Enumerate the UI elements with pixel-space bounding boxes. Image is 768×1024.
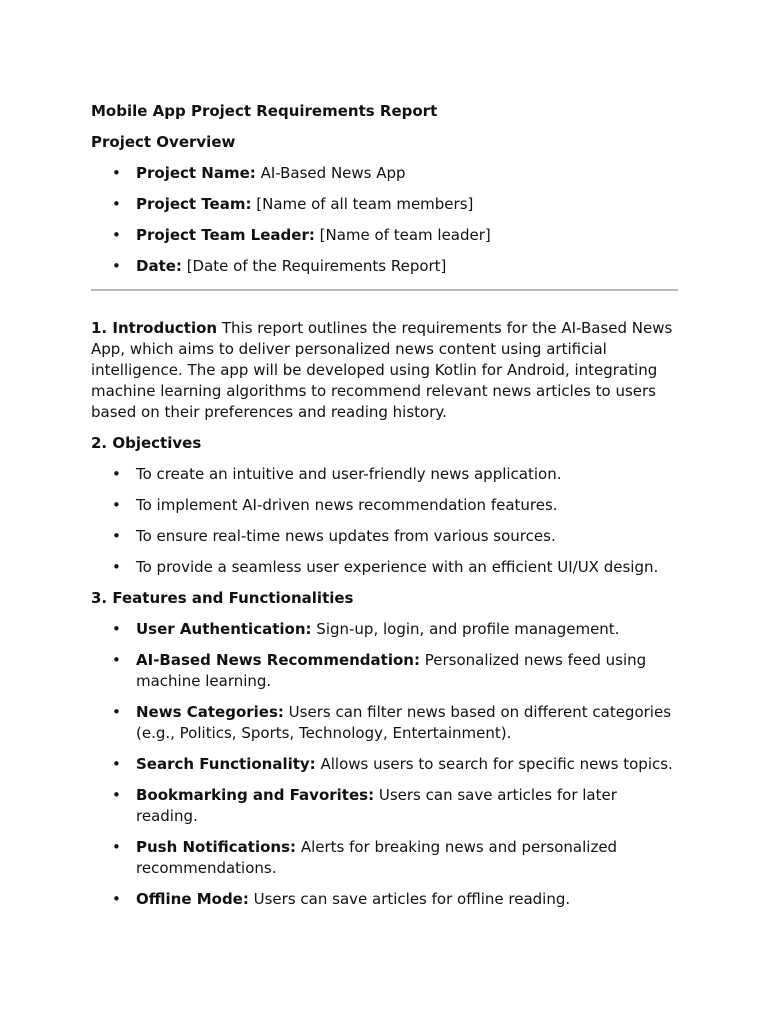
feature-item-ai-recommendation <box>91 650 678 692</box>
feature-item-news-categories <box>91 702 678 744</box>
overview-item-value: [Date of the Requirements Report] <box>186 257 447 275</box>
feature-item-bookmarking <box>91 785 678 827</box>
feature-item-offline-mode <box>91 889 678 910</box>
objective-item: • To create an intuitive and user-friendly news application. <box>91 464 678 485</box>
objective-item: • To provide a seamless user experience with an efficient UI/UX design. <box>91 557 678 578</box>
overview-item-label: Project Name: <box>136 164 256 182</box>
features-heading: 3. Features and Functionalities <box>91 589 354 607</box>
overview-item-label: Project Team Leader: <box>136 226 315 244</box>
overview-item-value: AI-Based News App <box>260 164 406 182</box>
overview-item-value: [Name of team leader] <box>319 226 491 244</box>
feature-item-value: Personalized news feed using machine learning. <box>136 651 647 690</box>
overview-item-label: Date: <box>136 257 182 275</box>
features-list <box>91 619 678 910</box>
feature-item-value: Alerts for breaking news and personalized recommendations. <box>136 838 618 877</box>
overview-item-value: [Name of all team members] <box>256 195 474 213</box>
introduction-paragraph <box>91 318 678 423</box>
objectives-heading: 2. Objectives <box>91 434 202 452</box>
overview-item-label: Project Team: <box>136 195 252 213</box>
feature-item-label: AI-Based News Recommendation: <box>136 651 420 669</box>
overview-item-team-leader <box>91 225 678 246</box>
document-title: Mobile App Project Requirements Report <box>91 102 438 120</box>
feature-item-value: Allows users to search for specific news topics. <box>320 755 673 773</box>
feature-item-label: Search Functionality: <box>136 755 316 773</box>
project-overview-heading: Project Overview <box>91 133 236 151</box>
introduction-heading: 1. Introduction <box>91 319 218 337</box>
feature-item-label: User Authentication: <box>136 620 312 638</box>
feature-item-value: Sign-up, login, and profile management. <box>316 620 620 638</box>
objectives-list <box>91 464 678 578</box>
objective-item: • To ensure real-time news updates from various sources. <box>91 526 678 547</box>
feature-item-label: Offline Mode: <box>136 890 249 908</box>
introduction-text: This report outlines the requirements for the AI-Based News App, which aims to deliver personalized news content using artificial intelligence. The app will be developed using Kotlin for Android, integrating machine learning algorithms to recommend relevant news articles to users based on their preferences and reading history. <box>91 319 673 421</box>
feature-item-value: Users can save articles for offline reading. <box>253 890 571 908</box>
overview-item-project-team <box>91 194 678 215</box>
feature-item-label: Push Notifications: <box>136 838 297 856</box>
feature-item-push-notifications <box>91 837 678 879</box>
project-overview-list <box>91 163 678 277</box>
feature-item-value: Users can filter news based on different categories (e.g., Politics, Sports, Technology, Entertainment). <box>136 703 672 742</box>
feature-item-label: News Categories: <box>136 703 284 721</box>
overview-item-date <box>91 256 678 277</box>
overview-item-project-name <box>91 163 678 184</box>
feature-item-user-authentication <box>91 619 678 640</box>
objective-item: • To implement AI-driven news recommendation features. <box>91 495 678 516</box>
feature-item-value: Users can save articles for later reading. <box>136 786 617 825</box>
feature-item-label: Bookmarking and Favorites: <box>136 786 375 804</box>
feature-item-search <box>91 754 678 775</box>
section-divider <box>91 289 678 291</box>
